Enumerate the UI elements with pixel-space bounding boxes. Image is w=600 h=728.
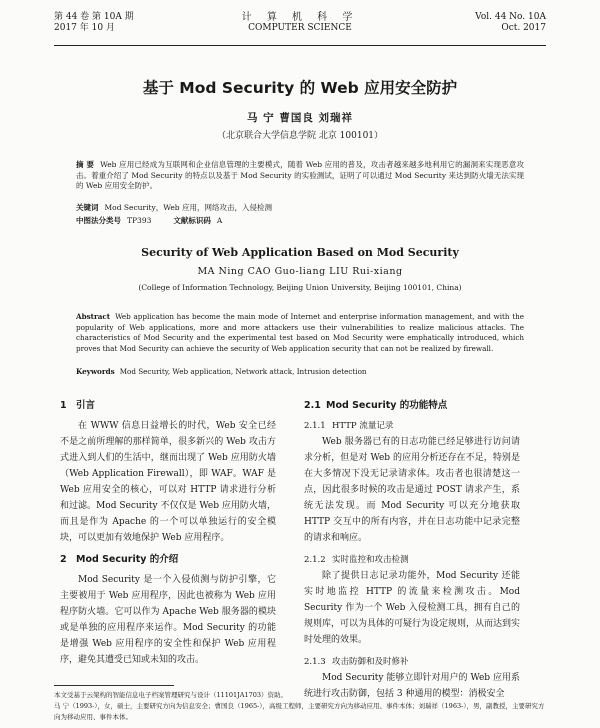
body-column-left	[60, 398, 276, 674]
paper-title-en: Security of Web Application Based on Mod Security	[141, 246, 459, 259]
footnotes	[54, 690, 546, 723]
header-date-en: Oct. 2017	[501, 23, 546, 33]
footnote-funding: 本文受基于云架构的智能信息电子档案管理研究与设计（11101JA1703）资助。	[54, 691, 288, 699]
keywords-en-text: Mod Security, Web application, Network attack, Intrusion detection	[119, 367, 367, 376]
subsection-heading-monitoring	[304, 552, 520, 568]
subsection-heading-http-logging	[304, 418, 520, 434]
header-volume: 第 44 卷 第 10A 期	[54, 12, 134, 22]
abstract-en-label: Abstract	[76, 312, 111, 321]
classification-line	[76, 216, 524, 226]
paragraph: Mod Security 是一个入侵侦测与防护引擎，它主要被用于 Web 应用程序，因此也被称为 Web 应用程序防火墙。它可以作为 Apache Web 服务器的模块或是单独的应用程序来运作。Mod Security 的功能是增强 Web 应用程序的安全性和保护 Web 应用程序，避免其遭受已知或未知的攻击。	[60, 575, 276, 665]
affiliation-cn: （北京联合大学信息学院 北京 100101）	[216, 131, 384, 141]
authors-en: MA Ning CAO Guo-liang LIU Rui-xiang	[197, 266, 403, 277]
affiliation-en: (College of Information Technology, Beijing Union University, Beijing 100101, China)	[138, 283, 462, 292]
header-volume-en: Vol. 44 No. 10A	[475, 12, 546, 22]
abstract-cn	[76, 160, 524, 192]
footnote-authors: 马 宁（1993-），女，硕士，主要研究方向为信息安全；曹国良（1965-），高级工程师，主要研究方向为移动应用、事件本体；刘瑞祥（1963-），男，副教授，主要研究方向为移动应用、事件本体。	[54, 702, 545, 721]
journal-name-cn: 计 算 机 科 学	[241, 12, 359, 23]
classification-label: 中图法分类号	[76, 216, 121, 225]
authors-cn: 马 宁 曹国良 刘瑞祥	[247, 112, 353, 124]
header-date: 2017 年 10 月	[54, 23, 115, 33]
abstract-cn-text: Web 应用已经成为互联网和企业信息管理的主要模式，随着 Web 应用的普及，攻击者越来越多地利用它的漏洞来实现恶意攻击。着重介绍了 Mod Security 的特点以及基于 Mod Security 的实验测试，证明了可以通过 Mod Security 来达到防火墙无法实现的 Web 应用安全防护。	[76, 160, 524, 190]
subsection-number: 2.1.3	[304, 657, 326, 667]
section-heading-mod-security	[60, 552, 276, 568]
section-title: Mod Security 的功能特点	[326, 400, 448, 411]
section-heading-features	[304, 398, 520, 414]
keywords-en	[76, 367, 524, 377]
subsection-title: 攻击防御和及时修补	[332, 657, 409, 667]
doc-code-value: A	[216, 216, 223, 225]
section-title: 引言	[76, 400, 96, 411]
header-rule	[54, 45, 546, 46]
doc-code-label: 文献标识码	[173, 216, 211, 225]
section-number: 2.1	[304, 400, 321, 411]
paragraph: Web 服务器已有的日志功能已经足够进行访问请求分析，但是对 Web 的应用分析还存在不足，特别是在大多情况下没无记录请求体。攻击者也很清楚这一点，因此很多时候的攻击是通过 POST 请求产生，系统无法发现。而 Mod Security 可以充分地获取 HTTP 交互中的所有内容，并在日志功能中记录完整的请求和响应。	[304, 437, 520, 543]
header-journal	[54, 12, 546, 34]
section-title: Mod Security 的介绍	[76, 554, 179, 565]
section-heading-introduction	[60, 398, 276, 414]
subsection-heading-defense	[304, 654, 520, 670]
journal-name-en: COMPUTER SCIENCE	[248, 23, 352, 33]
keywords-cn	[76, 203, 524, 213]
body-column-right	[304, 398, 520, 708]
abstract-cn-label: 摘 要	[76, 160, 95, 169]
abstract-en	[76, 312, 524, 354]
keywords-en-label: Keywords	[76, 367, 115, 376]
subsection-title: HTTP 流量记录	[332, 421, 394, 431]
paragraph: Mod Security 能够立即针对用户的 Web 应用系统进行攻击防御，包括 3 种通用的模型：消极安全	[304, 673, 520, 699]
subsection-number: 2.1.2	[304, 555, 326, 565]
abstract-en-text: Web application has become the main mode of Internet and enterprise information management, and with the popularity of Web applications, more and more attackers use their vulnerabilities to realize malicious attacks. The characteristics of Mod Security and the experimental test based on Mod Security were emphatically introduced, which proves that Mod Security can achieve the security of Web application security that can not be realized by firewall.	[76, 312, 524, 353]
paragraph: 在 WWW 信息日益增长的时代，Web 安全已经不是之前所理解的那样简单，很多新兴的 Web 攻击方式进入到人们的生活中，继而出现了 Web 应用防火墙（Web Application Firewall），即 WAF。WAF 是 Web 应用安全的核心，可以对 HTTP 请求进行分析和过滤。Mod Security 不仅仅是 Web 应用防火墙，而且是作为 Apache 的一个可以单独运行的安全模块，可以更加有效地保护 Web 应用程序。	[60, 421, 276, 543]
keywords-cn-label: 关键词	[76, 203, 99, 212]
running-header	[54, 12, 546, 42]
section-number: 1	[60, 400, 67, 411]
footnote-rule	[54, 685, 174, 686]
subsection-number: 2.1.1	[304, 421, 326, 431]
paragraph: 除了提供日志记录功能外，Mod Security 还能实时地监控 HTTP 的流量来检测攻击。Mod Security 作为一个 Web 入侵检测工具，拥有自己的规则库，可以为具体的可疑行为设定规则，从而达到实时处理的效果。	[304, 571, 521, 645]
subsection-title: 实时监控和攻击检测	[332, 555, 409, 565]
section-number: 2	[60, 554, 67, 565]
header-volume-info-en	[475, 12, 546, 34]
paper-title-cn: 基于 Mod Security 的 Web 应用安全防护	[142, 79, 458, 97]
classification-value: TP393	[127, 216, 152, 225]
keywords-cn-text: Mod Security，Web 应用，网络攻击，入侵检测	[104, 203, 272, 212]
